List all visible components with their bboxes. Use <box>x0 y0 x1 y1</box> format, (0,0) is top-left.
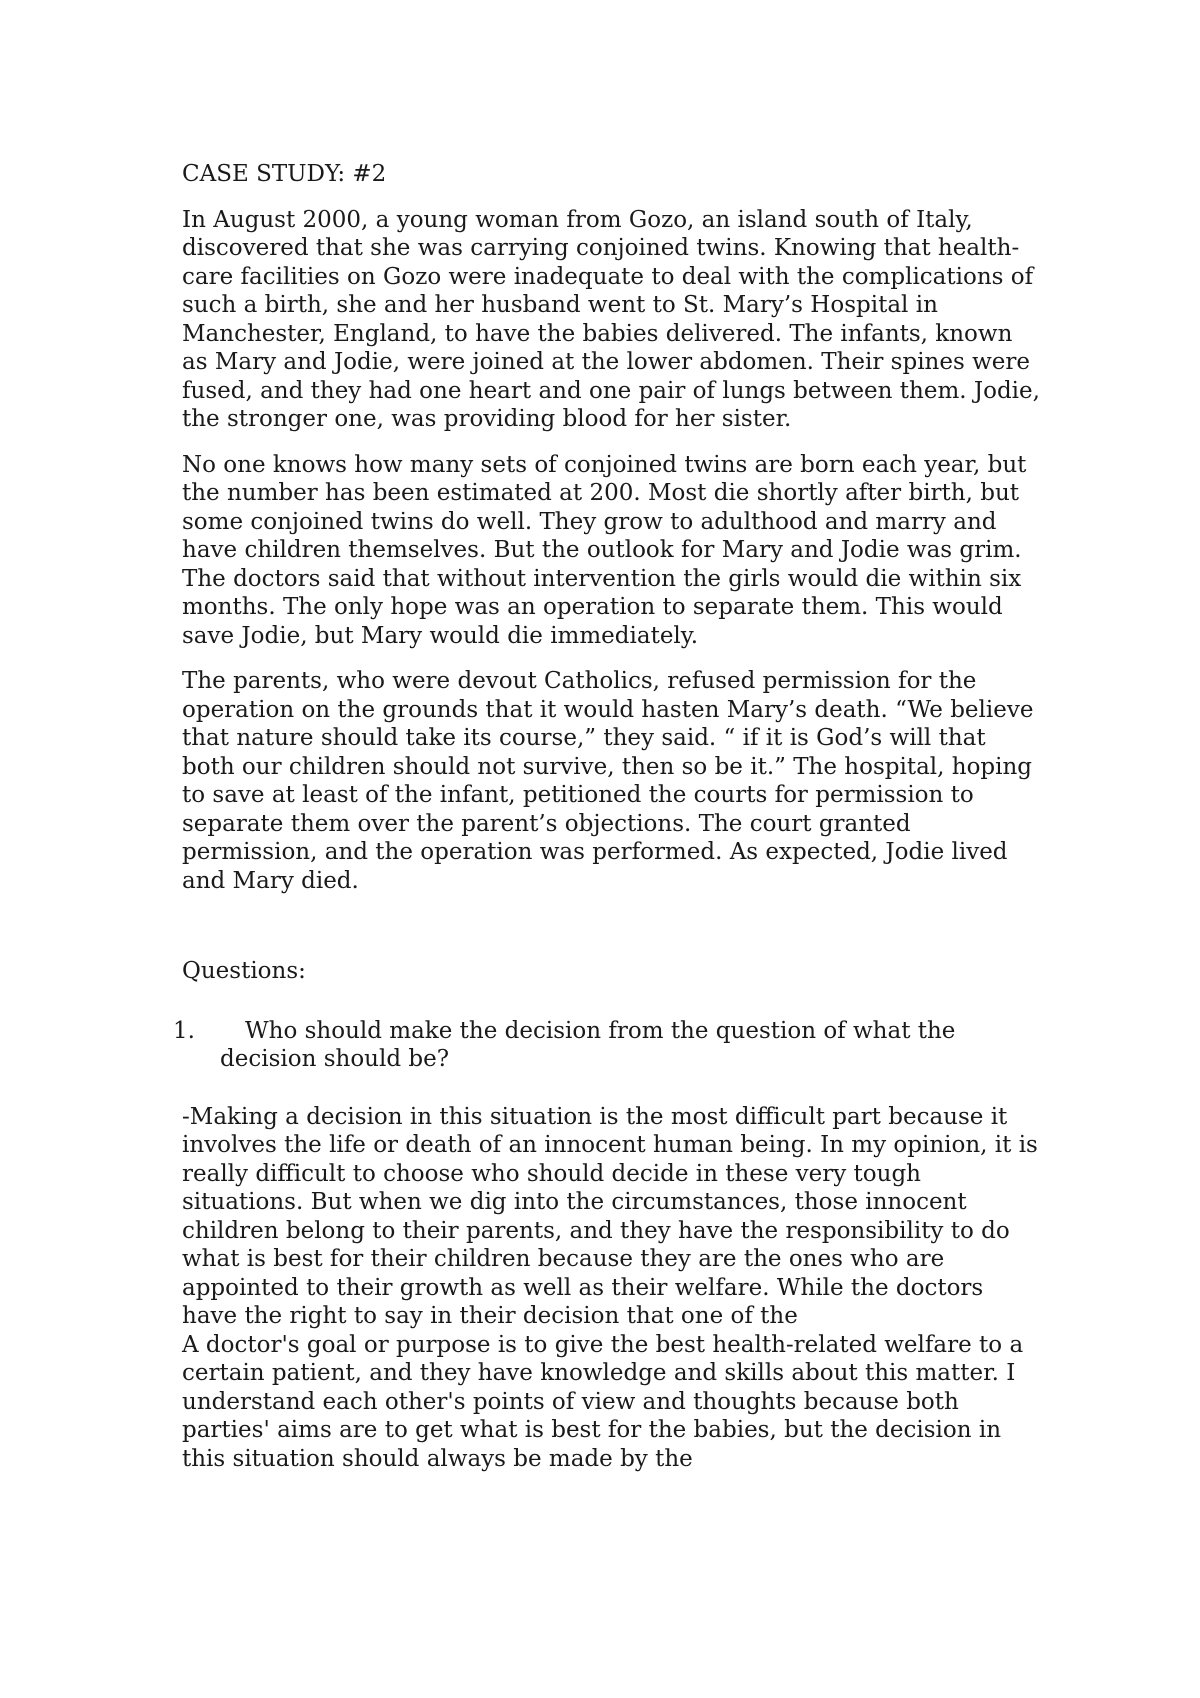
question-item-1 <box>173 1017 1042 1074</box>
paragraph-2: No one knows how many sets of conjoined twins are born each year, but the number has been estimated at 200. Most die shortly after birth, but some conjoined twins do well. They grow to adulthood and marry and have children themselves. But the outlook for Mary and Jodie was grim. The doctors said that without intervention the girls would die within six months. The only hope was an operation to separate them. This would save Jodie, but Mary would die immediately. <box>182 451 1027 649</box>
paragraph-1: In August 2000, a young woman from Gozo, an island south of Italy, discovered that she was carrying conjoined twins. Knowing that health-care facilities on Gozo were inadequate to deal with the complications of such a birth, she and her husband went to St. Mary’s Hospital in Manchester, England, to have the babies delivered. The infants, known as Mary and Jodie, were joined at the lower abdomen. Their spines were fused, and they had one heart and one pair of lungs between them. Jodie, the stronger one, was providing blood for her sister. <box>182 206 1040 432</box>
answer-paragraph-2: A doctor's goal or purpose is to give the best health-related welfare to a certain patient, and they have knowledge and skills about this matter. I understand each other's points of view and thoughts because both parties' aims are to get what is best for the babies, but the decision in this situation should always be made by the <box>182 1331 1024 1472</box>
document-body <box>173 160 1042 1473</box>
questions-label: Questions: <box>182 958 306 984</box>
answer-paragraph-1: -Making a decision in this situation is the most difficult part because it involves the life or death of an innocent human being. In my opinion, it is really difficult to choose who should decide in these very tough situations. But when we dig into the circumstances, those innocent children belong to their parents, and they have the responsibility to do what is best for their children because they are the ones who are appointed to their growth as well as their welfare. While the doctors have the right to say in their decision that one of the <box>182 1103 1038 1329</box>
question-number: 1. <box>173 1017 195 1044</box>
blank-space <box>182 912 1042 957</box>
paragraph-3: The parents, who were devout Catholics, refused permission for the operation on the grounds that it would hasten Mary’s death. “We believe that nature should take its course,” they said. “ if it is God’s will that both our children should not survive, then so be it.” The hospital, hoping to save at least of the infant, petitioned the courts for permission to separate them over the parent’s objections. The court granted permission, and the operation was performed. As expected, Jodie lived and Mary died. <box>182 668 1034 894</box>
case-study-title: CASE STUDY: #2 <box>182 161 387 187</box>
question-text: Who should make the decision from the question of what the decision should be? <box>220 1017 956 1072</box>
